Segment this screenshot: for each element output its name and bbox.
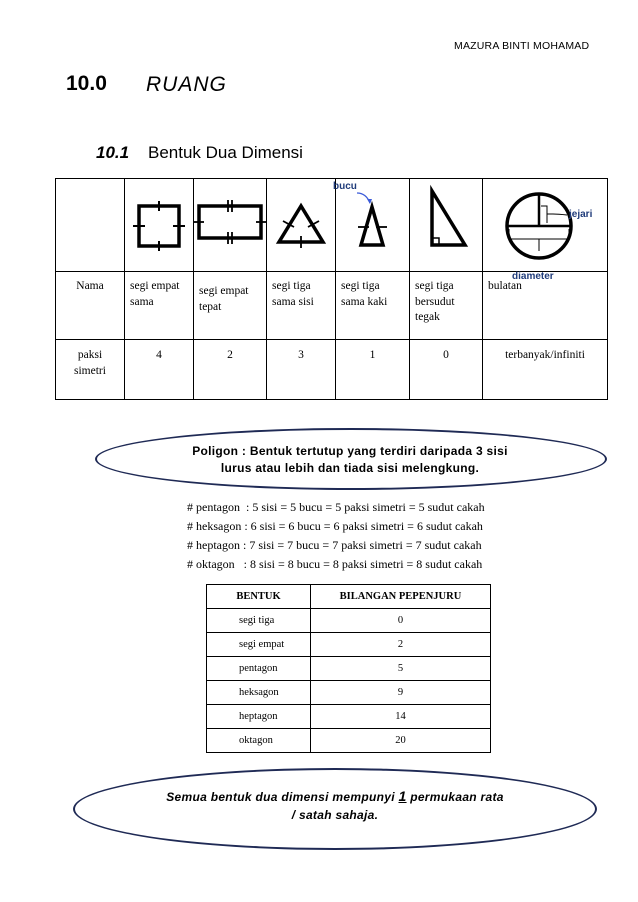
row-label-nama: Nama [56, 272, 125, 340]
row-label-paksi-simetri: paksi simetri [56, 340, 125, 400]
chapter-title: RUANG [146, 73, 227, 96]
rectangle-shape-icon [194, 179, 266, 271]
right-triangle-icon [410, 179, 482, 271]
table-row [207, 633, 491, 657]
square-shape-cell [125, 179, 194, 272]
shape-cell: segi tiga [207, 609, 311, 633]
shape-name: segi tiga bersudut tegak [410, 272, 483, 340]
symmetry-row [56, 340, 608, 400]
diagonal-count-cell: 0 [311, 609, 491, 633]
author-name: MAZURA BINTI MOHAMAD [454, 40, 590, 52]
equilateral-triangle-icon [267, 179, 335, 271]
polygon-fact-pentagon: # pentagon : 5 sisi = 5 bucu = 5 paksi simetri = 5 sudut cakah [187, 500, 485, 514]
diagonal-count-cell: 20 [311, 729, 491, 753]
header-bilangan-pepenjuru: BILANGAN PEPENJURU [311, 585, 491, 609]
diagonal-count-cell: 2 [311, 633, 491, 657]
polygon-fact-heptagon: # heptagon : 7 sisi = 7 bucu = 7 paksi simetri = 7 sudut cakah [187, 538, 482, 552]
radius-annotation: jejari [569, 209, 593, 220]
circle-shape-icon [483, 179, 607, 271]
summary-line1-before: Semua bentuk dua dimensi mempunyi [166, 790, 399, 804]
shape-name: segi empat tepat [194, 272, 267, 340]
symmetry-value: 1 [336, 340, 410, 400]
summary-line1-after: permukaan rata [406, 790, 504, 804]
shape-name: bulatan [483, 272, 608, 340]
diagonal-count-cell: 5 [311, 657, 491, 681]
isosceles-triangle-cell [336, 179, 410, 272]
diagonal-table-header [207, 585, 491, 609]
section-number: 10.1 [96, 143, 130, 162]
polygon-fact-hexagon: # heksagon : 6 sisi = 6 bucu = 6 paksi simetri = 6 sudut cakah [187, 519, 483, 533]
shape-cell: oktagon [207, 729, 311, 753]
square-shape-icon [125, 179, 193, 271]
symmetry-value: 3 [267, 340, 336, 400]
table-row [207, 705, 491, 729]
diagonal-count-cell: 14 [311, 705, 491, 729]
symmetry-value: 4 [125, 340, 194, 400]
polygon-definition-line1: Poligon : Bentuk tertutup yang terdiri daripada 3 sisi [192, 444, 508, 458]
polygon-definition-line2: lurus atau lebih dan tiada sisi melengkung. [220, 461, 480, 475]
right-triangle-cell [410, 179, 483, 272]
rectangle-shape-cell [194, 179, 267, 272]
diagonal-table [206, 584, 491, 753]
circle-shape-cell [483, 179, 608, 272]
diagonal-count-cell: 9 [311, 681, 491, 705]
table-row [207, 609, 491, 633]
summary-line1 [90, 788, 580, 804]
table-row [207, 681, 491, 705]
shape-illustration-row [56, 179, 608, 272]
isosceles-triangle-icon [336, 179, 409, 271]
shape-name: segi tiga sama sisi [267, 272, 336, 340]
polygon-fact-octagon: # oktagon : 8 sisi = 8 bucu = 8 paksi simetri = 8 sudut cakah [187, 557, 483, 571]
shape-cell: pentagon [207, 657, 311, 681]
table-row [207, 729, 491, 753]
shape-table [55, 178, 608, 400]
symmetry-value: terbanyak/infiniti [483, 340, 608, 400]
shape-name: segi empat sama [125, 272, 194, 340]
symmetry-value: 0 [410, 340, 483, 400]
vertex-annotation: bucu [333, 181, 357, 192]
polygon-definition-ellipse [95, 428, 607, 490]
shape-cell: heksagon [207, 681, 311, 705]
section-title: Bentuk Dua Dimensi [148, 143, 303, 162]
shape-cell: heptagon [207, 705, 311, 729]
shape-cell: segi empat [207, 633, 311, 657]
shape-name: segi tiga sama kaki [336, 272, 410, 340]
summary-line2: / satah sahaja. [291, 808, 379, 822]
diameter-annotation: diameter [512, 271, 554, 282]
equilateral-triangle-cell [267, 179, 336, 272]
table-row [207, 657, 491, 681]
symmetry-value: 2 [194, 340, 267, 400]
header-bentuk: BENTUK [207, 585, 311, 609]
chapter-number: 10.0 [66, 72, 107, 95]
empty-cell [56, 179, 125, 272]
summary-line1-number: 1 [398, 788, 407, 804]
